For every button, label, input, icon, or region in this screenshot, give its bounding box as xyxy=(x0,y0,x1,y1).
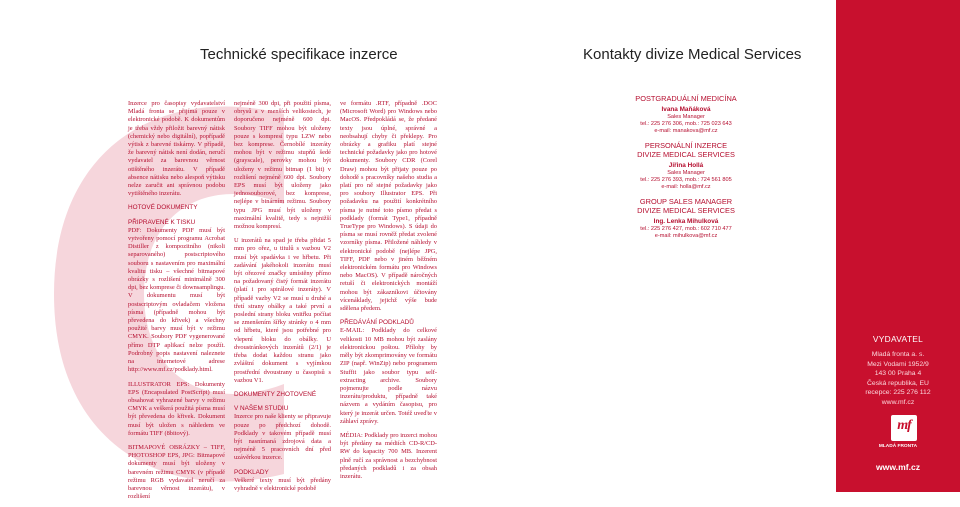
publisher-panel xyxy=(836,0,960,492)
contact-role: Sales Manager xyxy=(667,114,705,120)
contact-group-sales xyxy=(612,197,760,240)
page-title-right: Kontakty divize Medical Services xyxy=(583,46,802,63)
section-subtitle: DIVIZE MEDICAL SERVICES xyxy=(637,206,735,215)
paragraph: Veškeré texty musí být předány vyhradně v elektronické podobě xyxy=(234,476,331,492)
contact-personnel xyxy=(612,141,760,191)
section-heading: PŘEDÁVÁNÍ PODKLADŮ xyxy=(340,319,414,327)
section-heading: V NAŠEM STUDIU xyxy=(234,405,289,413)
contact-name: Jiřina Hollá xyxy=(668,162,704,169)
paragraph: nejméně 300 dpi, při použití písma, obrysů a v menších velikostech, je doporučeno nejméně 600 dpi. Soubory TIFF mohou být uloženy pouze s kompresí typu LZW nebo bez komprese. Černobílé inzeráty mohou být v režimu stupňů šedé (grayscale), perovky mohou být uloženy v režimu bitmap (1 bit) v rozlišení nejméně 600 dpi. Soubory EPS musí být uloženy jako jednosouborové, bez komprese, nejlépe v binárním režimu. Soubory typu JPG musí být uloženy v maximální kvalitě, tedy s nejnižší možnou kompresí. xyxy=(234,100,331,231)
contact-postgraduate xyxy=(612,94,760,135)
logo-subtitle: MLADÁ FRONTA xyxy=(878,444,918,449)
section-heading: HOTOVÉ DOKUMENTY xyxy=(128,204,198,212)
address-line[interactable]: www.mf.cz xyxy=(881,398,915,406)
paragraph: U inzerátů na spad je třeba přidat 5 mm pro ořez, u titulů s vazbou V2 musí být spadávka i ve hřbetu. Při zadávání jakéhokoli inzerátu musí být ořezové značky umístěny přímo na požadovaný čistý formát inzerátu (platí i pro spirálové inzeráty). V případě vazby V2 se musí u druhé a třetí strany obálky a také první a poslední strany bloku vnitřku počítat se zmenšením šířky stránky o 4 mm od hřbetu, které jsou potřebné pro vlepení bloku do obálky. U dvoustránkových inzerátů (2/1) je třeba dodat každou stranu jako zvláštní dokument s vyjímkou prostřední dvoustrany u časopisů s vazbou V1. xyxy=(234,237,331,384)
publisher-title: VYDAVATEL xyxy=(872,334,924,344)
section-title: GROUP SALES MANAGER xyxy=(639,197,733,206)
address-line: recepce: 225 276 112 xyxy=(865,389,931,397)
mf-logo-icon xyxy=(891,415,917,441)
paragraph: Inzerce pro časopisy vydavatelství Mladá fronta se přijímá pouze v elektronické podobě. K dokumentům je třeba vždy přiložit barevný nátisk (chemický nebo digitální), popřípadě výtisk z barevné tiskárny. V případě, že barevný nátisk není dodán, neručí vydavatel za barevnou věrnost otištěného inzerátu. V případě absence nátisku nebo alespoň výtisku nelze zaručit ani správnou podobu vytištěného inzerátu. xyxy=(128,100,225,198)
contacts-panel xyxy=(612,94,760,492)
website-link[interactable]: www.mf.cz xyxy=(875,462,921,472)
page-header xyxy=(0,0,960,90)
contact-email[interactable]: e-mail: manakova@mf.cz xyxy=(654,128,718,134)
paragraph: ve formátu .RTF, případně .DOC (Microsoft Word) pro Windows nebo MacOS. Předpokládá se, že předané texty jsou úplné, správné a neobsahují chyby či překlepy. Pro obrázky a grafiku platí stejné technické požadavky jako pro hotové dokumenty. Soubory CDR (Corel Draw) mohou být přijaty pouze po dohodě s pracovníky našeho studia a platí pro ně stejné požadavky jako pro soubory Illustrator EPS. Při požadavku na použití konkrétního písma je nutné toto písmo předat s podklady (formát Type1, případně TrueType pro Windows). S údaji do písma se musí rovněž předat zvolené vzorníky písma. Přiložené náhledy v elektronické podobě (nejlépe JPG, TIFF, PDF nebo v jiném běžném elektronickém formátu pro Windows nebo MacOS). V případě náročných retuší či elektronických montáží mohou být zákazníkovi účtovány vícenáklady, jejichž výše bude sdělena předem. xyxy=(340,100,437,313)
address-line: Mladá fronta a. s. xyxy=(871,351,925,358)
contact-name: Ing. Lenka Mihulková xyxy=(653,218,719,225)
section-title: PERSONÁLNÍ INZERCE xyxy=(644,141,728,150)
logo-text: mf xyxy=(897,418,911,433)
contact-role: Sales Manager xyxy=(667,170,705,176)
section-heading: PŘIPRAVENÉ K TISKU xyxy=(128,218,196,226)
publisher-address xyxy=(836,350,960,408)
address-line: Mezi Vodami 1952/9 xyxy=(867,360,929,368)
contact-email[interactable]: e-mail: mihulkova@mf.cz xyxy=(654,233,718,239)
paragraph: Inzerce pro naše klienty se připravuje pouze po předchozí dohodě. Podklady v takovém případě musí být nasnímaná zdrojová data a nejméně 5 pracovních dní před uzávěrkou inzerce. xyxy=(234,413,331,462)
spec-column-3 xyxy=(340,100,437,487)
contact-phone: tel.: 225 276 393, mob.: 724 561 805 xyxy=(640,177,732,183)
contact-phone: tel.: 225 276 427, mob.: 602 710 477 xyxy=(640,226,732,232)
paragraph: PDF: Dokumenty PDF musí být vytvořeny pomocí programu Acrobat Distiller z kompozitního (nikoli separovaného) postscriptového souboru s nastavením pro maximální kvalitu tisku – všechné bitmapové obrázky s rozlišení minimálně 300 dpi, bez komprese či downsamplingu. V dokumentu musí být postscriptovým ovladačem vložena písma (případně mohou být převedena do křivek) a všechny použité barvy musí být v režimu CMYK. Soubory PDF vygenerované přímo DTP aplikací nelze použít. Podrobný popis nastavení naleznete na internetové adrese http://www.mf.cz/podklady.html. xyxy=(128,226,225,374)
section-subtitle: DIVIZE MEDICAL SERVICES xyxy=(637,150,735,159)
paragraph: MÉDIA: Podklady pro inzerci mohou být předány na médiích CD-R/CD-RW do kapacity 700 MB. Inzerent plně ručí za správnost a bezchybnost předaných podkladů i za obsah inzerátu. xyxy=(340,431,437,480)
paragraph: BITMAPOVÉ OBRÁZKY – TIFF, PHOTOSHOP EPS, JPG: Bitmapové dokumenty musí být uloženy v barevném režimu CMYK (v případě režimu RGB vydavatel neručí za barevnou věrnost inzerátu), v rozlišení xyxy=(128,443,225,501)
address-line: 143 00 Praha 4 xyxy=(874,370,922,378)
spec-column-2 xyxy=(234,100,331,499)
section-title: POSTGRADUÁLNÍ MEDICÍNA xyxy=(635,94,737,103)
paragraph: ILLUSTRATOR EPS: Dokumenty EPS (Encapsulated PostScript) musí obsahovat vyhrazené barvy v režimu CMYK a veškerá použitá písma musí být převedena do křivek. Dokument musí být uložen s náhledem ve formátu TIFF (8bitový). xyxy=(128,380,225,437)
spec-column-1 xyxy=(128,100,225,507)
page-title-left: Technické specifikace inzerce xyxy=(200,46,398,63)
section-heading: PODKLADY xyxy=(234,468,269,476)
contact-email[interactable]: e-mail: holla@mf.cz xyxy=(661,184,711,190)
contact-phone: tel.: 225 276 306, mob.: 725 023 643 xyxy=(640,121,732,127)
paragraph: E-MAIL: Podklady do celkové velikosti 10 MB mohou být zaslány elektronickou poštou. Přílohy by měly být zkomprimovány ve formátu ZIP (např. WinZip) nebo programem Stuffit jako soubor typu self-extracting archive. Soubory pojmenujte podle názvu inzerátu/produktu, případně také názvem a vydáním časopisu, pro který je inzerát určen. Totéž uveďte v záhlaví zprávy. xyxy=(340,327,437,425)
contact-name: Ivana Maňáková xyxy=(661,106,711,113)
section-heading: DOKUMENTY ZHOTOVENÉ xyxy=(234,390,317,398)
address-line: Česká republika, EU xyxy=(867,379,929,387)
